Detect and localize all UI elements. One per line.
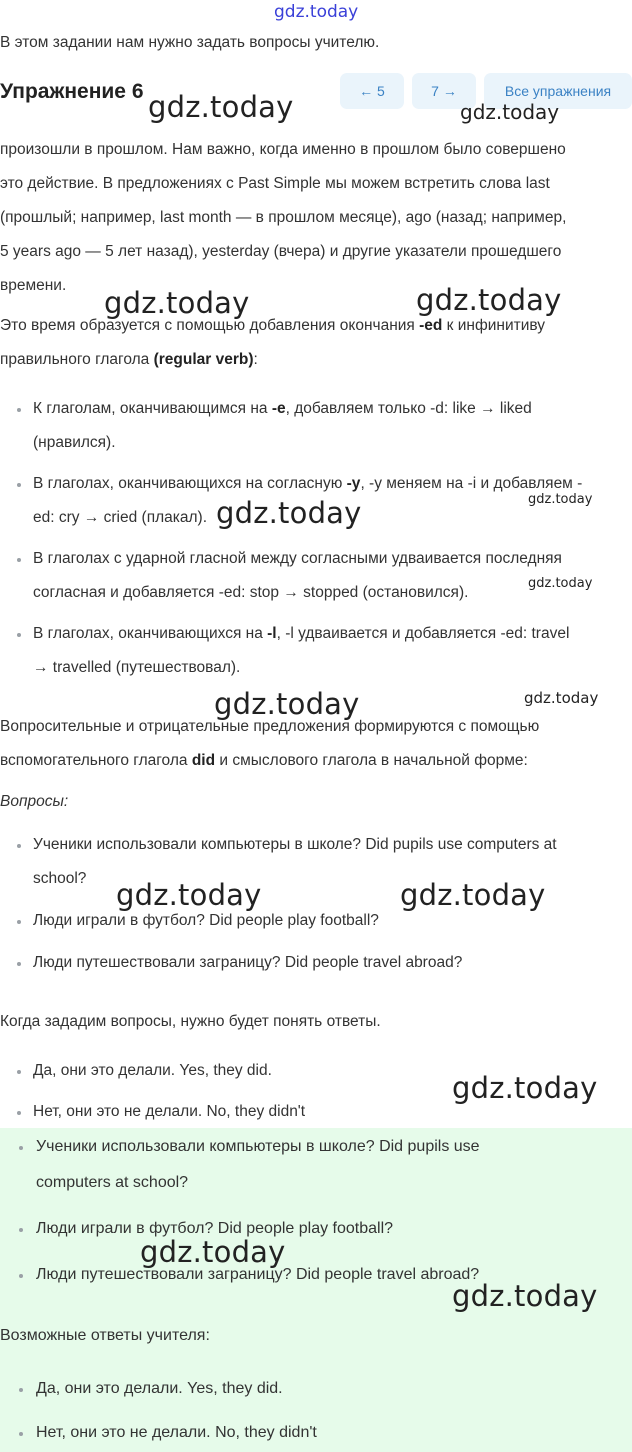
text: school? bbox=[33, 870, 87, 887]
text: : bbox=[253, 351, 258, 368]
watermark: gdz.today bbox=[528, 492, 593, 507]
paragraph-line: 5 years ago — 5 лет назад), yesterday (вчера) и другие указатели прошедшего bbox=[0, 243, 562, 260]
text: , -y меняем на -i и добавляем - bbox=[360, 475, 583, 492]
list-item bbox=[0, 1257, 632, 1293]
watermark: gdz.today bbox=[400, 878, 546, 912]
text: → travelled (путешествовал). bbox=[33, 659, 241, 676]
text: В глаголах, оканчивающихся на согласную bbox=[33, 475, 347, 492]
paragraph-formation bbox=[0, 309, 628, 377]
list-item: Да, они это делали. Yes, they did. bbox=[0, 1054, 632, 1088]
list-item: Да, они это делали. Yes, they did. bbox=[0, 1371, 632, 1407]
watermark: gdz.today bbox=[216, 496, 362, 530]
watermark: gdz.today bbox=[460, 100, 560, 124]
paragraph-line: это действие. В предложениях с Past Simple мы можем встретить слова last bbox=[0, 175, 550, 192]
text: computers at school? bbox=[36, 1174, 189, 1191]
text: Ученики использовали компьютеры в школе? Did pupils use bbox=[36, 1138, 480, 1155]
text: В глаголах, оканчивающихся на bbox=[33, 625, 268, 642]
bold-text: -l bbox=[267, 625, 277, 642]
text: вспомогательного глагола bbox=[0, 752, 192, 769]
bold-text: -y bbox=[346, 475, 361, 492]
watermark: gdz.today bbox=[528, 576, 593, 591]
bold-text: (regular verb) bbox=[153, 351, 254, 368]
list-item bbox=[0, 392, 632, 460]
list-item bbox=[0, 617, 632, 685]
paragraph-line: Вопросительные и отрицательные предложения формируются с помощью bbox=[0, 718, 540, 735]
paragraph-line: (прошлый; например, last month — в прошлом месяце), ago (назад; например, bbox=[0, 209, 567, 226]
list-item: Нет, они это не делали. No, they didn't bbox=[0, 1095, 632, 1129]
solution-box bbox=[0, 1128, 632, 1452]
text: К глаголам, оканчивающимся на bbox=[33, 400, 272, 417]
watermark: gdz.today bbox=[116, 878, 262, 912]
text: согласная и добавляется -ed: stop → stopped (остановился). bbox=[33, 584, 469, 601]
page-title: Упражнение 6 bbox=[0, 80, 144, 103]
answers-intro: Когда зададим вопросы, нужно будет понять ответы. bbox=[0, 1013, 381, 1030]
bold-text: did bbox=[191, 752, 216, 769]
text: , -l удваивается и добавляется -ed: travel bbox=[276, 625, 570, 642]
text: В глаголах с ударной гласной между согласными удваивается последняя bbox=[33, 550, 562, 567]
watermark: gdz.today bbox=[524, 689, 599, 707]
text: Люди путешествовали заграницу? Did people travel abroad? bbox=[36, 1266, 480, 1283]
watermark: gdz.today bbox=[214, 687, 360, 721]
watermark: gdz.today bbox=[452, 1279, 598, 1313]
paragraph-line: времени. bbox=[0, 277, 67, 294]
intro-text: В этом задании нам нужно задать вопросы учителю. bbox=[0, 34, 380, 51]
list-item bbox=[0, 904, 632, 938]
text: (нравился). bbox=[33, 434, 116, 451]
watermark: gdz.today bbox=[416, 283, 562, 317]
text: ed: cry → cried (плакал). bbox=[33, 509, 208, 526]
watermark: gdz.today bbox=[104, 286, 250, 320]
text: правильного глагола bbox=[0, 351, 154, 368]
all-exercises-button[interactable]: Все упражнения bbox=[484, 73, 632, 109]
watermark: gdz.today bbox=[140, 1235, 286, 1269]
list-item bbox=[0, 1211, 632, 1247]
list-item: Нет, они это не делали. No, they didn't bbox=[0, 1415, 632, 1451]
exercise-header bbox=[0, 72, 632, 112]
bold-text: -e bbox=[271, 400, 286, 417]
text: Люди играли в футбол? Did people play football? bbox=[33, 912, 379, 929]
text: Это время образуется с помощью добавления окончания bbox=[0, 317, 420, 334]
text: Ученики использовали компьютеры в школе? Did pupils use computers at bbox=[33, 836, 557, 853]
rules-list bbox=[0, 392, 632, 685]
bold-text: -ed bbox=[419, 317, 443, 334]
list-item bbox=[0, 828, 632, 896]
text: и смыслового глагола в начальной форме: bbox=[215, 752, 528, 769]
text: , добавляем только -d: like → liked bbox=[285, 400, 532, 417]
top-watermark: gdz.today bbox=[274, 2, 359, 22]
watermark: gdz.today bbox=[452, 1071, 598, 1105]
next-exercise-button[interactable]: 7 → bbox=[412, 73, 476, 109]
solution-questions-list bbox=[0, 1129, 632, 1293]
paragraph-past-simple bbox=[0, 133, 628, 303]
list-item bbox=[0, 946, 632, 980]
answers-list bbox=[0, 1054, 632, 1129]
solution-answers-list bbox=[0, 1371, 632, 1451]
list-item bbox=[0, 542, 632, 610]
solution-answers-label: Возможные ответы учителя: bbox=[0, 1327, 210, 1344]
questions-list bbox=[0, 828, 632, 980]
text: Люди играли в футбол? Did people play football? bbox=[36, 1220, 394, 1237]
text: к инфинитиву bbox=[442, 317, 546, 334]
prev-exercise-button[interactable]: ← 5 bbox=[340, 73, 404, 109]
watermark: gdz.today bbox=[148, 90, 294, 124]
list-item bbox=[0, 467, 632, 535]
paragraph-line: произошли в прошлом. Нам важно, когда именно в прошлом было совершено bbox=[0, 141, 566, 158]
text: Люди путешествовали заграницу? Did people travel abroad? bbox=[33, 954, 463, 971]
list-item bbox=[0, 1129, 632, 1201]
questions-label: Вопросы: bbox=[0, 793, 69, 810]
paragraph-questions-negatives bbox=[0, 710, 628, 778]
